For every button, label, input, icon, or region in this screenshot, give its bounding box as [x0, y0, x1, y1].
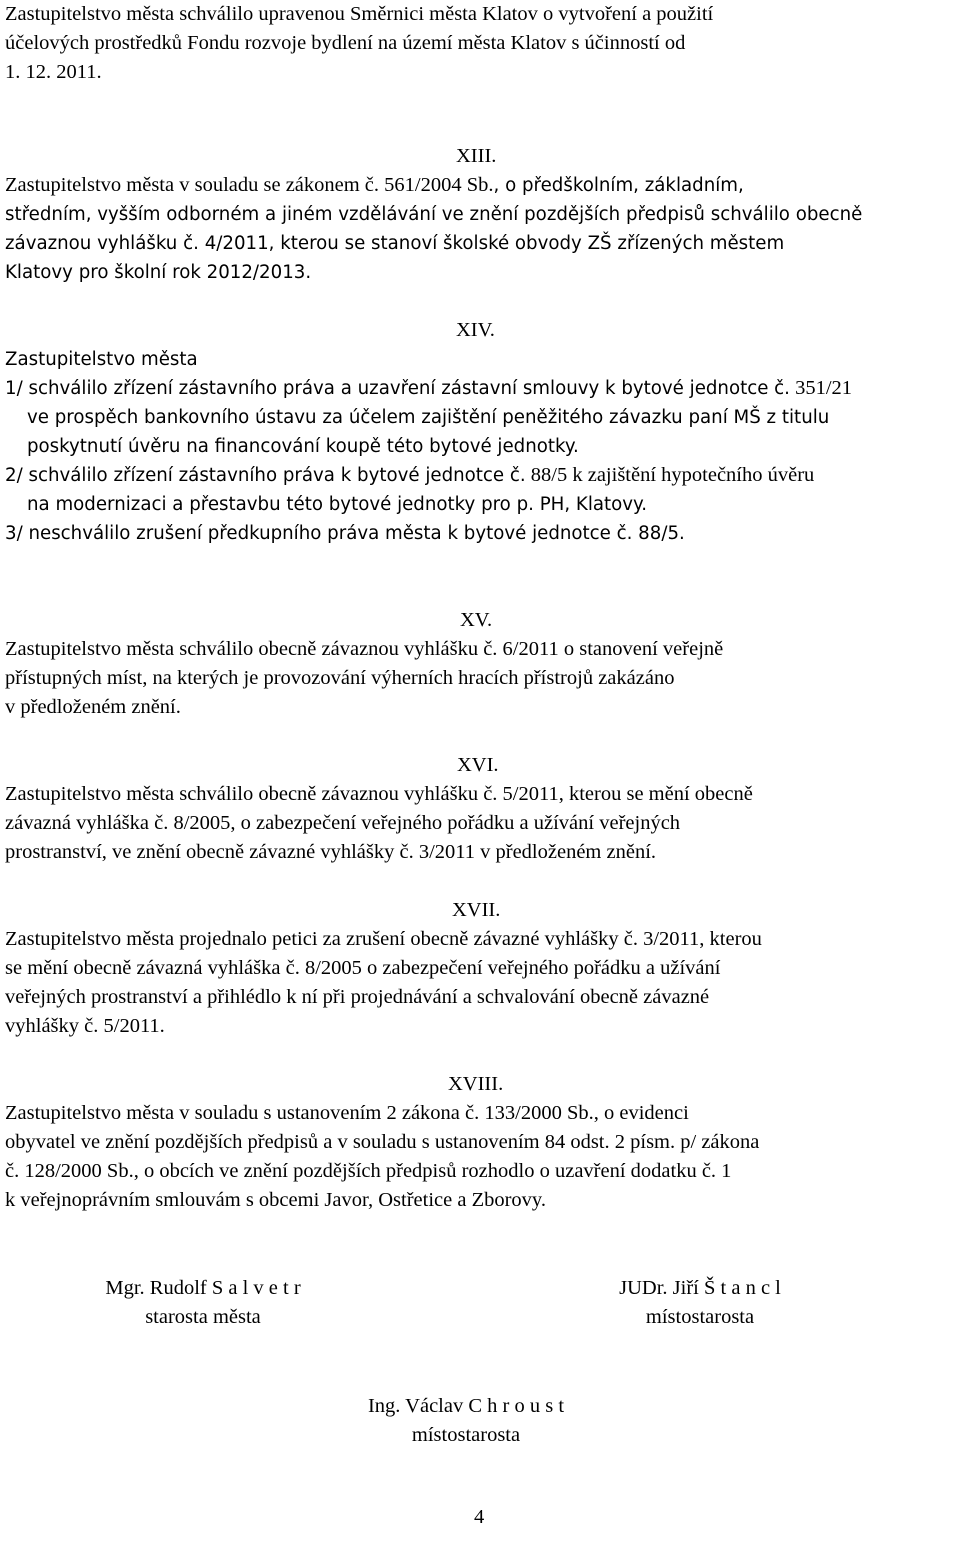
text-line: závazná vyhláška č. 8/2005, o zabezpečení veřejného pořádku a užívání veřejných	[5, 812, 681, 834]
signatory-center	[340, 1392, 592, 1450]
text-line: poskytnutí úvěru na financování koupě této bytové jednotky.	[27, 436, 579, 457]
text-line: 1. 12. 2011.	[5, 61, 102, 83]
section-heading: XIII.	[456, 145, 497, 167]
text-line: ve prospěch bankovního ústavu za účelem zajištění peněžitého závazku paní MŠ z titulu	[27, 407, 830, 428]
text-line: Zastupitelstvo města projednalo petici za zrušení obecně závazné vyhlášky č. 3/2011, kterou	[5, 928, 762, 950]
text-line: v předloženém znění.	[5, 696, 181, 718]
text-line	[5, 229, 784, 258]
text-line: Zastupitelstvo města v souladu s ustanovením 2 zákona č. 133/2000 Sb., o evidenci	[5, 1102, 689, 1124]
signatory-role: místostarosta	[645, 1306, 755, 1328]
section-heading: XIV.	[456, 319, 495, 341]
text-segment: 2/ schválilo zřízení zástavního práva k bytové jednotce č.	[5, 465, 526, 486]
page-number: 4	[474, 1506, 485, 1528]
text-line: Zastupitelstvo města	[5, 349, 198, 370]
text-segment: 4/2011, kterou se stanoví školské obvody ZŠ zřízených městem	[198, 233, 785, 254]
signatory-right	[595, 1274, 805, 1332]
signatory-role: místostarosta	[411, 1424, 521, 1446]
text-line: Klatovy pro školní rok 2012/2013.	[5, 262, 312, 283]
text-segment: 88/5 k zajištění hypotečního úvěru	[525, 464, 815, 486]
signatory-left	[78, 1274, 328, 1332]
text-line: č. 128/2000 Sb., o obcích ve znění pozdějších předpisů rozhodlo o uzavření dodatku č. 1	[5, 1160, 732, 1182]
text-segment: 351/21	[789, 377, 853, 399]
text-line: veřejných prostranství a přihlédlo k ní při projednávání a schvalování obecně závazné	[5, 986, 710, 1008]
text-line: Zastupitelstvo města schválilo upravenou Směrnici města Klatov o vytvoření a použití	[5, 3, 714, 25]
text-line: středním, vyšším odborném a jiném vzdělávání ve znění pozdějších předpisů schválilo obecně	[5, 204, 863, 225]
text-line: na modernizaci a přestavbu této bytové jednotky pro p. PH, Klatovy.	[27, 494, 648, 515]
signatory-name: Mgr. Rudolf S a l v e t r	[105, 1277, 301, 1299]
section-heading: XVII.	[452, 899, 501, 921]
text-line: vyhlášky č. 5/2011.	[5, 1015, 165, 1037]
text-line: přístupných míst, na kterých je provozování výherních hracích přístrojů zakázáno	[5, 667, 675, 689]
text-line: k veřejnoprávním smlouvám s obcemi Javor, Ostřetice a Zborovy.	[5, 1189, 546, 1211]
section-heading: XVI.	[457, 754, 499, 776]
text-line: Zastupitelstvo města schválilo obecně závaznou vyhlášku č. 6/2011 o stanovení veřejně	[5, 638, 724, 660]
signatory-role: starosta města	[145, 1306, 261, 1328]
signatory-name: JUDr. Jiří Š t a n c l	[619, 1277, 781, 1299]
text-line: prostranství, ve znění obecně závazné vyhlášky č. 3/2011 v předloženém znění.	[5, 841, 657, 863]
text-line: se mění obecně závazná vyhláška č. 8/2005 o zabezpečení veřejného pořádku a užívání	[5, 957, 721, 979]
text-line: 3/ neschválilo zrušení předkupního práva města k bytové jednotce č. 88/5.	[5, 523, 685, 544]
text-segment: Zastupitelstvo města v souladu se zákonem č. 561/2004 Sb.	[5, 174, 494, 196]
text-segment: 1/ schválilo zřízení zástavního práva a uzavření zástavní smlouvy k bytové jednotce č.	[5, 378, 790, 399]
signatory-name: Ing. Václav C h r o u s t	[367, 1395, 565, 1417]
text-line	[5, 374, 852, 403]
section-heading: XV.	[460, 609, 493, 631]
text-segment: , o předškolním, základním,	[493, 175, 744, 196]
text-line: Zastupitelstvo města schválilo obecně závaznou vyhlášku č. 5/2011, kterou se mění obecně	[5, 783, 753, 805]
text-line	[5, 461, 814, 490]
text-line: účelových prostředků Fondu rozvoje bydlení na území města Klatov s účinností od	[5, 32, 686, 54]
text-line: obyvatel ve znění pozdějších předpisů a v souladu s ustanovením 84 odst. 2 písm. p/ zákona	[5, 1131, 760, 1153]
section-heading: XVIII.	[448, 1073, 504, 1095]
text-line	[5, 171, 744, 200]
text-segment: závaznou vyhlášku č.	[5, 233, 199, 254]
